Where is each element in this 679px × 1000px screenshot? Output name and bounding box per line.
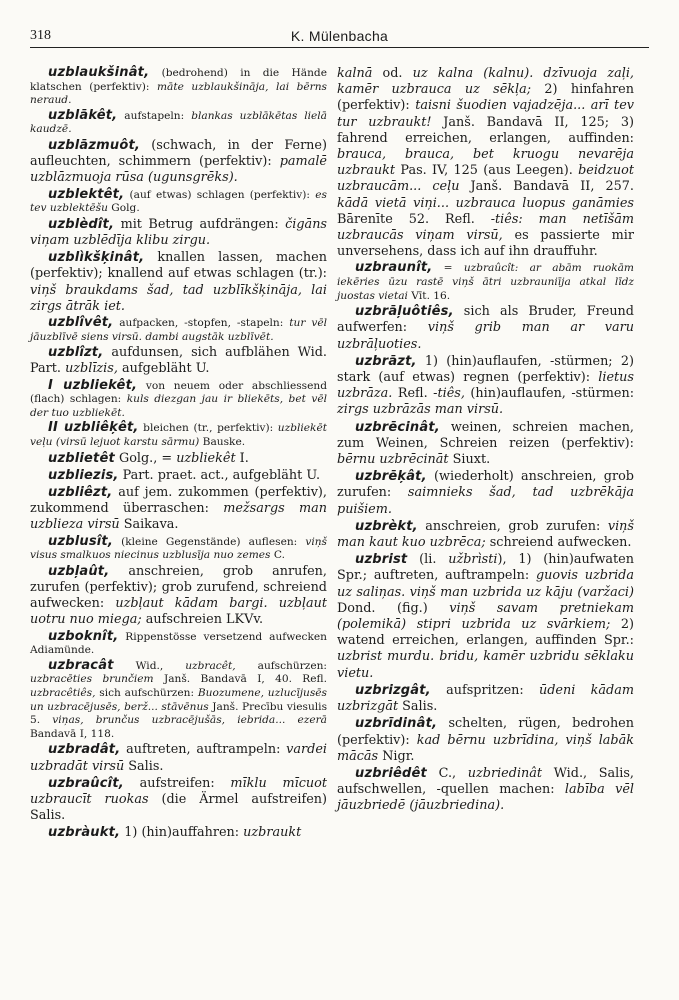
dictionary-entry	[30, 825, 327, 841]
definition-text: (bedrohend) in die Hände klatschen (perfektiv):	[30, 67, 327, 93]
headword: uzbrēcinât,	[355, 419, 440, 435]
example-text: kādā vietā viņi... uzbrauca luopus ganāmies	[337, 195, 634, 211]
dictionary-entry	[337, 469, 634, 518]
example-text: viņas, brunčus uzbracējušās, iebrida... ezerā	[52, 714, 327, 727]
dictionary-entry	[30, 250, 327, 315]
definition-text: I.	[235, 450, 249, 466]
headword: uzboknît,	[48, 628, 119, 644]
definition-text: Bauske.	[199, 435, 246, 448]
definition-text: aufschreien LKVv.	[141, 612, 264, 628]
definition-text: Bārenīte 52. Refl.	[337, 211, 491, 227]
page-header	[30, 27, 649, 48]
definition-text: schelten, rügen, bedrohen (perfektiv):	[337, 716, 634, 748]
example-text: mīklu mīcuot uzbraucīt ruokas	[30, 775, 327, 807]
headword: uzblaukšinât,	[48, 65, 150, 80]
example-text: saimnieks šad, tad uzbrēkāja puišiem.	[337, 485, 634, 517]
example-text: kalnā	[337, 66, 373, 81]
definition-text: (schwach, in der Ferne) aufleuchten, schimmern (perfektiv):	[30, 137, 327, 170]
example-text: uzbrist murdu. bridu, kamēr uzbridu sēklaku vietu.	[337, 649, 634, 681]
headword: uzbràukt,	[48, 825, 121, 841]
example-text: zirgs uzbrāzās man virsū.	[337, 402, 504, 418]
definition-text: Nigr.	[378, 748, 415, 764]
definition-text: C.,	[426, 765, 468, 781]
definition-text: aufdunsen, sich aufblähen Wid. Part.	[30, 345, 327, 377]
headword: uzblîvêt,	[48, 314, 114, 330]
example-text: kad bērnu uzbrīdina, viņš labāk mācās	[337, 732, 634, 764]
dictionary-entry	[337, 304, 634, 353]
example-text: guovis uzbrida uz saliņas. viņš man uzbrida uz kāju (varžaci)	[337, 568, 634, 600]
example-text: viņš visus smalkuos niecinus uzblusīja nuo zemes	[30, 535, 327, 562]
definition-text: C.	[270, 549, 285, 562]
definition-text: (wiederholt) anschreien, grob zurufen:	[337, 469, 634, 501]
page-number: 318	[30, 28, 51, 43]
definition-text: Rippenstösse versetzend aufwecken Adiamünde.	[30, 630, 327, 657]
example-text: uzbraukt	[243, 825, 302, 841]
definition-text: ), 1) (hin)aufwaten Spr.; auftreten, auftrampeln:	[337, 552, 634, 584]
definition-text: auftreten, auftrampeln:	[120, 742, 287, 758]
definition-text: Salis.	[124, 758, 164, 774]
definition-text: 2) hinfahren (perfektiv):	[337, 82, 634, 114]
example-text: uzbliekēt veļu (virsū lejuot karstu sārmu)	[30, 422, 327, 448]
definition-text: Refl.	[392, 386, 434, 402]
headword: uzbrizgât,	[355, 682, 431, 698]
definition-text: aufstreifen:	[123, 775, 231, 791]
headword: uzbrāļuôtiês,	[355, 304, 454, 320]
example-text: uz kalna (kalnu). dzīvuoja zaļi, kamēr uzbrauca uz sēkļa;	[337, 66, 634, 98]
headword: uzbradât,	[48, 742, 121, 758]
headword: uzbliêzt,	[48, 484, 113, 500]
right-column	[337, 66, 634, 816]
headword: uzblietêt	[48, 450, 115, 466]
dictionary-entry	[337, 766, 634, 815]
headword: uzbriêdêt	[355, 765, 427, 781]
definition-text: Saikava.	[119, 517, 179, 533]
headword: uzbrèkt,	[355, 518, 418, 534]
example-text: uzbliekêt	[176, 450, 236, 466]
definition-text: Golg., =	[114, 450, 177, 466]
dictionary-entry	[30, 138, 327, 187]
definition-text: Bandavā I, 118.	[30, 727, 115, 740]
definition-text: Dond. (fig.)	[337, 600, 450, 616]
running-title: K. Mülenbacha	[290, 28, 389, 44]
definition-text: Janš. Bandavā I, 40. Refl.	[153, 673, 327, 686]
headword: uzbliezis,	[48, 467, 119, 483]
example-text: viņš braukdams šad, tad uzblīkšķināja, lai zirgs ātrāk iet.	[30, 282, 327, 314]
headword: uzbracât	[48, 657, 114, 673]
dictionary-entry	[30, 379, 327, 421]
headword: uzblāzmuôt,	[48, 137, 141, 153]
definition-text: knallen lassen, machen (perfektiv); knallend auf etwas schlagen (tr.):	[30, 250, 327, 282]
dictionary-entry	[30, 776, 327, 825]
definition-text: anschreien, grob anrufen, zurufen (perfektiv); grob zurufend, schreiend aufwecken:	[30, 563, 327, 612]
definition-text: es passierte mir unversehens, dass ich auf ihn drauffuhr.	[337, 228, 634, 260]
example-text: man netīšām uzbraucās viņam virsū,	[337, 211, 634, 244]
definition-text: Vīt. 16.	[407, 289, 451, 302]
dictionary-entry	[30, 345, 327, 377]
headword: uzblektêt,	[48, 186, 125, 202]
dictionary-entry	[337, 261, 634, 303]
dictionary-entry	[30, 66, 327, 108]
dictionary-entry	[30, 468, 327, 484]
definition-text: von neuem oder abschliessend (flach) schlagen:	[30, 379, 327, 406]
headword: uzbrāzt,	[355, 353, 417, 369]
definition-text: Wid., Salis, aufschwellen, -quellen machen:	[337, 765, 634, 798]
example-text: -tiês:	[490, 211, 523, 227]
example-text: uzblīzis,	[65, 361, 118, 377]
definition-text: (kleine Gegenstände) auflesen:	[113, 535, 306, 548]
example-text: vardei uzbradāt virsū	[30, 742, 327, 774]
definition-text: Wid.,	[113, 659, 186, 672]
definition-text: Part. praet. act., aufgebläht U.	[118, 467, 321, 483]
definition-text: bleichen (tr., perfektiv):	[138, 422, 278, 435]
example-text: kuls diezgan jau ir bliekēts, bet vēl der tuo uzbliekēt.	[30, 393, 327, 419]
definition-text: 1) (hin)auflaufen, -stürmen; 2) stark (auf etwas) regnen (perfektiv):	[337, 353, 634, 386]
definition-text: Siuxt.	[448, 452, 491, 468]
example-text: uzbracêtiês,	[30, 686, 96, 699]
definition-text: auf jem. zukommen (perfektiv), zukommend überraschen:	[30, 484, 327, 517]
headword: uzblākêt,	[48, 107, 118, 123]
definition-text: aufstapeln:	[117, 109, 192, 122]
definition-text: anschreien, grob zurufen:	[417, 518, 608, 534]
example-text: uzbraûcît: ar abām ruokām iekēries ūzu rastē viņš ātri uzbrauniīja atkal līdz juostas vietai	[337, 262, 634, 302]
example-text: čigāns viņam uzblēdīja klibu zirgu.	[30, 216, 327, 248]
dictionary-entry	[337, 354, 634, 419]
example-text: -tiês,	[433, 386, 465, 402]
definition-text: Janš. Bandavā II, 125; 3) fahrend erreichen, erlangen, auffinden:	[337, 114, 634, 146]
example-text: bērnu uzbrēcināt	[337, 452, 449, 468]
dictionary-entry	[30, 451, 327, 467]
example-text: beidzuot uzbraucām... ceļu	[337, 163, 634, 195]
definition-text: Janš. Bandavā II, 257.	[459, 179, 634, 195]
definition-text: Pas. IV, 125 (aus Leegen).	[395, 163, 579, 179]
example-text: taisni šuodien vajadzēja... arī tev tur uzbraukt!	[337, 98, 634, 130]
definition-text: 1) (hin)auffahren:	[120, 825, 244, 841]
dictionary-entry	[30, 535, 327, 563]
example-text: viņš man kaut kuo uzbrēca;	[337, 518, 634, 551]
example-text: uzbracēties brunčiem	[30, 673, 154, 686]
headword: uzbrist	[355, 552, 408, 568]
dictionary-entry	[30, 217, 327, 249]
headword: uzblìkšķinât,	[48, 250, 145, 266]
definition-text: weinen, schreien machen, zum Weinen, Schreien reizen (perfektiv):	[337, 419, 634, 451]
example-text: mežsargs man uzblieza virsū	[30, 501, 327, 533]
definition-text: (die Ärmel aufstreifen) Salis.	[30, 791, 328, 824]
dictionary-entry	[30, 316, 327, 344]
dictionary-entry	[337, 716, 634, 765]
dictionary-entry	[337, 420, 634, 469]
dictionary-entry	[30, 659, 327, 742]
example-text: ūdeni kādam uzbrizgāt	[337, 682, 634, 715]
definition-text: (li.	[407, 552, 449, 568]
definition-text: Janš. Precību viesulis 5.	[30, 700, 328, 727]
example-text: māte uzblaukšināja, lai bērns neraud.	[30, 80, 327, 107]
dictionary-entry	[30, 564, 327, 629]
dictionary-entry	[30, 188, 327, 216]
definition-text: schreiend aufwecken.	[485, 535, 632, 551]
headword: uzbraunît,	[355, 260, 433, 276]
headword: uzbļaût,	[48, 563, 110, 579]
definition-text: Salis.	[398, 699, 438, 715]
definition-text: (auf etwas) schlagen (perfektiv):	[124, 188, 316, 201]
headword: uzbrīdinât,	[355, 716, 438, 732]
headword: uzbrēķât,	[355, 469, 427, 485]
example-text: labība vēl jāuzbriedē (jāuzbriedina).	[337, 782, 634, 814]
left-column	[30, 66, 327, 843]
example-text: uzbriedinât	[467, 765, 543, 781]
dictionary-entry	[337, 66, 634, 260]
dictionary-entry	[30, 485, 327, 534]
definition-text: aufgebläht U.	[117, 361, 210, 377]
example-text: viņš grib man ar varu uzbrāļuoties.	[337, 320, 635, 352]
definition-text: =	[432, 262, 464, 275]
definition-text: aufschürzen:	[235, 659, 328, 672]
example-text: lietus uzbrāza.	[337, 370, 634, 402]
example-text: tur vēl jāuzblīvē siens virsū. dambi augstāk uzblīvēt.	[30, 316, 327, 343]
headword: uzblèdît,	[48, 216, 115, 232]
headword: II uzbliêķêt,	[48, 420, 139, 436]
headword: uzblîzt,	[48, 345, 104, 361]
dictionary-entry	[337, 552, 634, 682]
definition-text: mit Betrug aufdrängen:	[114, 216, 286, 232]
headword: I uzbliekêt,	[48, 377, 138, 393]
definition-text: sich als Bruder, Freund aufwerfen:	[337, 304, 634, 336]
headword: uzblusît,	[48, 533, 113, 549]
example-text: užbrìsti	[448, 552, 498, 568]
dictionary-entry	[30, 109, 327, 137]
definition-text: aufpacken, -stopfen, -stapeln:	[113, 316, 290, 329]
definition-text: od.	[372, 66, 413, 81]
definition-text: sich aufschürzen:	[95, 686, 198, 699]
example-text: viņš savam pretniekam (polemikā) stipri uzbrida uz svārkiem;	[337, 600, 634, 633]
example-text: Buozumene, uzlucījusēs un uzbracējusēs, berž... stāvēnus	[30, 686, 327, 713]
example-text: brauca, brauca, bet kruogu nevarēja uzbraukt	[337, 147, 634, 179]
dictionary-entry	[30, 421, 327, 449]
definition-text: aufspritzen:	[430, 682, 539, 698]
dictionary-entry	[337, 519, 634, 551]
dictionary-entry	[337, 683, 634, 715]
example-text: uzbracêt,	[185, 659, 236, 672]
example-text: uzbļaut kādam bargi. uzbļaut uotru nuo miega;	[30, 596, 327, 628]
dictionary-entry	[30, 630, 327, 658]
headword: uzbraûcît,	[48, 775, 124, 791]
example-text: blankas uzblākētas lielā kaudzē.	[30, 109, 327, 136]
definition-text	[523, 212, 539, 227]
example-text: es tev uzblektēšu	[30, 188, 327, 215]
definition-text: (hin)auflaufen, -stürmen:	[464, 386, 635, 402]
dictionary-entry	[30, 742, 327, 774]
definition-text: Golg.	[107, 202, 140, 215]
example-text: pamalē uzblāzmuoja rūsa (ugunsgrēks).	[30, 154, 327, 186]
definition-text: 2) watend erreichen, erlangen, auffinden Spr.:	[337, 617, 635, 649]
